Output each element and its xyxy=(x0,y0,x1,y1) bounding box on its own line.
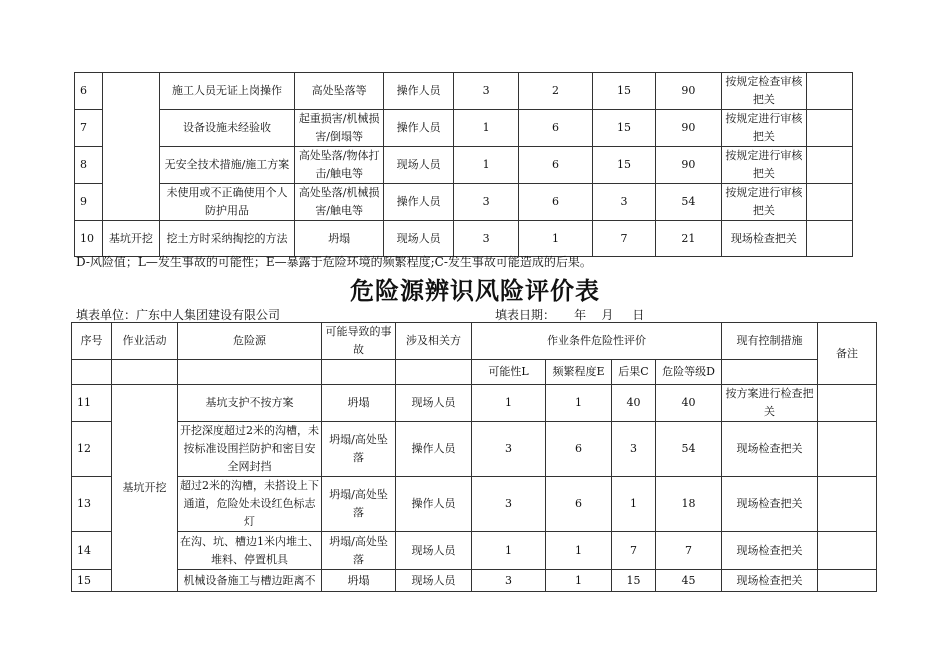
note-cell xyxy=(806,147,852,184)
l-cell: 1 xyxy=(454,147,518,184)
table-row xyxy=(72,570,877,592)
hazard-cell: 设备设施未经验收 xyxy=(159,110,295,147)
d-cell: 40 xyxy=(656,385,722,422)
measure-cell: 按规定进行审核把关 xyxy=(722,110,807,147)
note-cell xyxy=(806,184,852,221)
person-cell: 现场人员 xyxy=(396,532,472,570)
hazard-cell: 无安全技术措施/施工方案 xyxy=(159,147,295,184)
e-cell: 1 xyxy=(546,570,612,592)
accident-cell: 坍塌 xyxy=(322,570,396,592)
subheader-row xyxy=(72,360,877,385)
header-note: 备注 xyxy=(818,323,877,385)
header-activity: 作业活动 xyxy=(112,323,178,360)
header-person: 涉及相关方 xyxy=(396,323,472,360)
c-cell: 3 xyxy=(612,422,656,477)
hazard-cell: 机械设备施工与槽边距离不 xyxy=(178,570,322,592)
e-cell: 2 xyxy=(518,73,592,110)
c-cell: 15 xyxy=(593,110,655,147)
measure-cell: 按规定检查审核把关 xyxy=(722,73,807,110)
measure-cell: 现场检查把关 xyxy=(722,570,818,592)
page-title: 危险源辨识风险评价表 xyxy=(350,276,600,305)
d-cell: 90 xyxy=(655,73,721,110)
l-cell: 3 xyxy=(472,570,546,592)
header-accident: 可能导致的事故 xyxy=(322,323,396,360)
row-no: 7 xyxy=(75,110,103,147)
d-cell: 45 xyxy=(656,570,722,592)
row-no: 14 xyxy=(72,532,112,570)
accident-cell: 高处坠落等 xyxy=(295,73,384,110)
e-cell: 1 xyxy=(546,385,612,422)
note-cell xyxy=(806,221,852,257)
note-cell xyxy=(818,422,877,477)
l-cell: 3 xyxy=(454,184,518,221)
header-measure: 现有控制措施 xyxy=(722,323,818,360)
note-cell xyxy=(818,477,877,532)
measure-cell: 现场检查把关 xyxy=(722,477,818,532)
hazard-cell: 挖土方时采纳掏挖的方法 xyxy=(159,221,295,257)
l-cell: 1 xyxy=(454,110,518,147)
row-no: 15 xyxy=(72,570,112,592)
table-row xyxy=(75,147,853,184)
c-cell: 7 xyxy=(612,532,656,570)
table-row xyxy=(72,477,877,532)
table-edge-line xyxy=(71,578,72,590)
c-cell: 1 xyxy=(612,477,656,532)
row-no: 9 xyxy=(75,184,103,221)
hazard-cell: 开挖深度超过2米的沟槽，未按标准设围拦防护和密目安全网封挡 xyxy=(178,422,322,477)
header-c: 后果C xyxy=(612,360,656,385)
e-cell: 6 xyxy=(518,110,592,147)
row-no: 6 xyxy=(75,73,103,110)
d-cell: 54 xyxy=(655,184,721,221)
header-l: 可能性L xyxy=(472,360,546,385)
hazard-cell: 未使用或不正确使用个人防护用品 xyxy=(159,184,295,221)
measure-cell: 按规定进行审核把关 xyxy=(722,184,807,221)
accident-cell: 坍塌 xyxy=(322,385,396,422)
measure-cell: 按方案进行检查把关 xyxy=(722,385,818,422)
e-cell: 6 xyxy=(518,147,592,184)
hazard-cell: 超过2米的沟槽，未搭设上下通道，危险处未设红色标志灯 xyxy=(178,477,322,532)
person-cell: 操作人员 xyxy=(383,73,453,110)
header-no: 序号 xyxy=(72,323,112,360)
d-cell: 90 xyxy=(655,110,721,147)
accident-cell: 坍塌/高处坠落 xyxy=(322,532,396,570)
risk-table-lower xyxy=(71,322,877,592)
person-cell: 现场人员 xyxy=(383,147,453,184)
c-cell: 15 xyxy=(593,147,655,184)
d-cell: 7 xyxy=(656,532,722,570)
hazard-cell: 在沟、坑、槽边1米内堆土、堆料、停置机具 xyxy=(178,532,322,570)
e-cell: 1 xyxy=(546,532,612,570)
measure-cell: 现场检查把关 xyxy=(722,532,818,570)
header-hazard: 危险源 xyxy=(178,323,322,360)
hazard-cell: 施工人员无证上岗操作 xyxy=(159,73,295,110)
person-cell: 现场人员 xyxy=(396,385,472,422)
legend-note: D-风险值；L—发生事故的可能性；E—暴露于危险环境的频繁程度;C-发生事故可能造成的后果。 xyxy=(76,255,592,269)
row-no: 13 xyxy=(72,477,112,532)
l-cell: 1 xyxy=(472,532,546,570)
c-cell: 15 xyxy=(593,73,655,110)
c-cell: 7 xyxy=(593,221,655,257)
activity-cell xyxy=(103,73,159,221)
table-row xyxy=(75,221,853,257)
accident-cell: 坍塌/高处坠落 xyxy=(322,422,396,477)
header-row xyxy=(72,323,877,360)
hazard-cell: 基坑支护不按方案 xyxy=(178,385,322,422)
row-no: 8 xyxy=(75,147,103,184)
note-cell xyxy=(818,532,877,570)
person-cell: 现场人员 xyxy=(383,221,453,257)
d-cell: 18 xyxy=(656,477,722,532)
table-row xyxy=(72,385,877,422)
fill-unit: 填表单位：广东中人集团建设有限公司 xyxy=(76,308,281,322)
person-cell: 操作人员 xyxy=(383,184,453,221)
l-cell: 1 xyxy=(472,385,546,422)
row-no: 12 xyxy=(72,422,112,477)
header-eval: 作业条件危险性评价 xyxy=(472,323,722,360)
e-cell: 6 xyxy=(518,184,592,221)
row-no: 11 xyxy=(72,385,112,422)
l-cell: 3 xyxy=(472,477,546,532)
d-cell: 54 xyxy=(656,422,722,477)
l-cell: 3 xyxy=(472,422,546,477)
c-cell: 40 xyxy=(612,385,656,422)
row-no: 10 xyxy=(75,221,103,257)
person-cell: 操作人员 xyxy=(383,110,453,147)
note-cell xyxy=(806,73,852,110)
header-d: 危险等级D xyxy=(656,360,722,385)
accident-cell: 起重损害/机械损害/倒塌等 xyxy=(295,110,384,147)
accident-cell: 坍塌 xyxy=(295,221,384,257)
accident-cell: 高处坠落/物体打击/触电等 xyxy=(295,147,384,184)
activity-cell: 基坑开挖 xyxy=(103,221,159,257)
table-row xyxy=(72,422,877,477)
note-cell xyxy=(818,570,877,592)
l-cell: 3 xyxy=(454,221,518,257)
person-cell: 现场人员 xyxy=(396,570,472,592)
header-e: 频繁程度E xyxy=(546,360,612,385)
e-cell: 6 xyxy=(546,422,612,477)
e-cell: 1 xyxy=(518,221,592,257)
accident-cell: 坍塌/高处坠落 xyxy=(322,477,396,532)
person-cell: 操作人员 xyxy=(396,422,472,477)
fill-date: 填表日期： 年 月 日 xyxy=(495,308,645,322)
c-cell: 15 xyxy=(612,570,656,592)
risk-table-upper xyxy=(74,72,853,257)
l-cell: 3 xyxy=(454,73,518,110)
table-row xyxy=(75,73,853,110)
d-cell: 21 xyxy=(655,221,721,257)
table-row xyxy=(75,110,853,147)
measure-cell: 现场检查把关 xyxy=(722,422,818,477)
e-cell: 6 xyxy=(546,477,612,532)
d-cell: 90 xyxy=(655,147,721,184)
person-cell: 操作人员 xyxy=(396,477,472,532)
measure-cell: 按规定进行审核把关 xyxy=(722,147,807,184)
note-cell xyxy=(806,110,852,147)
table-row xyxy=(72,532,877,570)
c-cell: 3 xyxy=(593,184,655,221)
measure-cell: 现场检查把关 xyxy=(722,221,807,257)
accident-cell: 高处坠落/机械损害/触电等 xyxy=(295,184,384,221)
activity-cell: 基坑开挖 xyxy=(112,385,178,592)
note-cell xyxy=(818,385,877,422)
table-row xyxy=(75,184,853,221)
